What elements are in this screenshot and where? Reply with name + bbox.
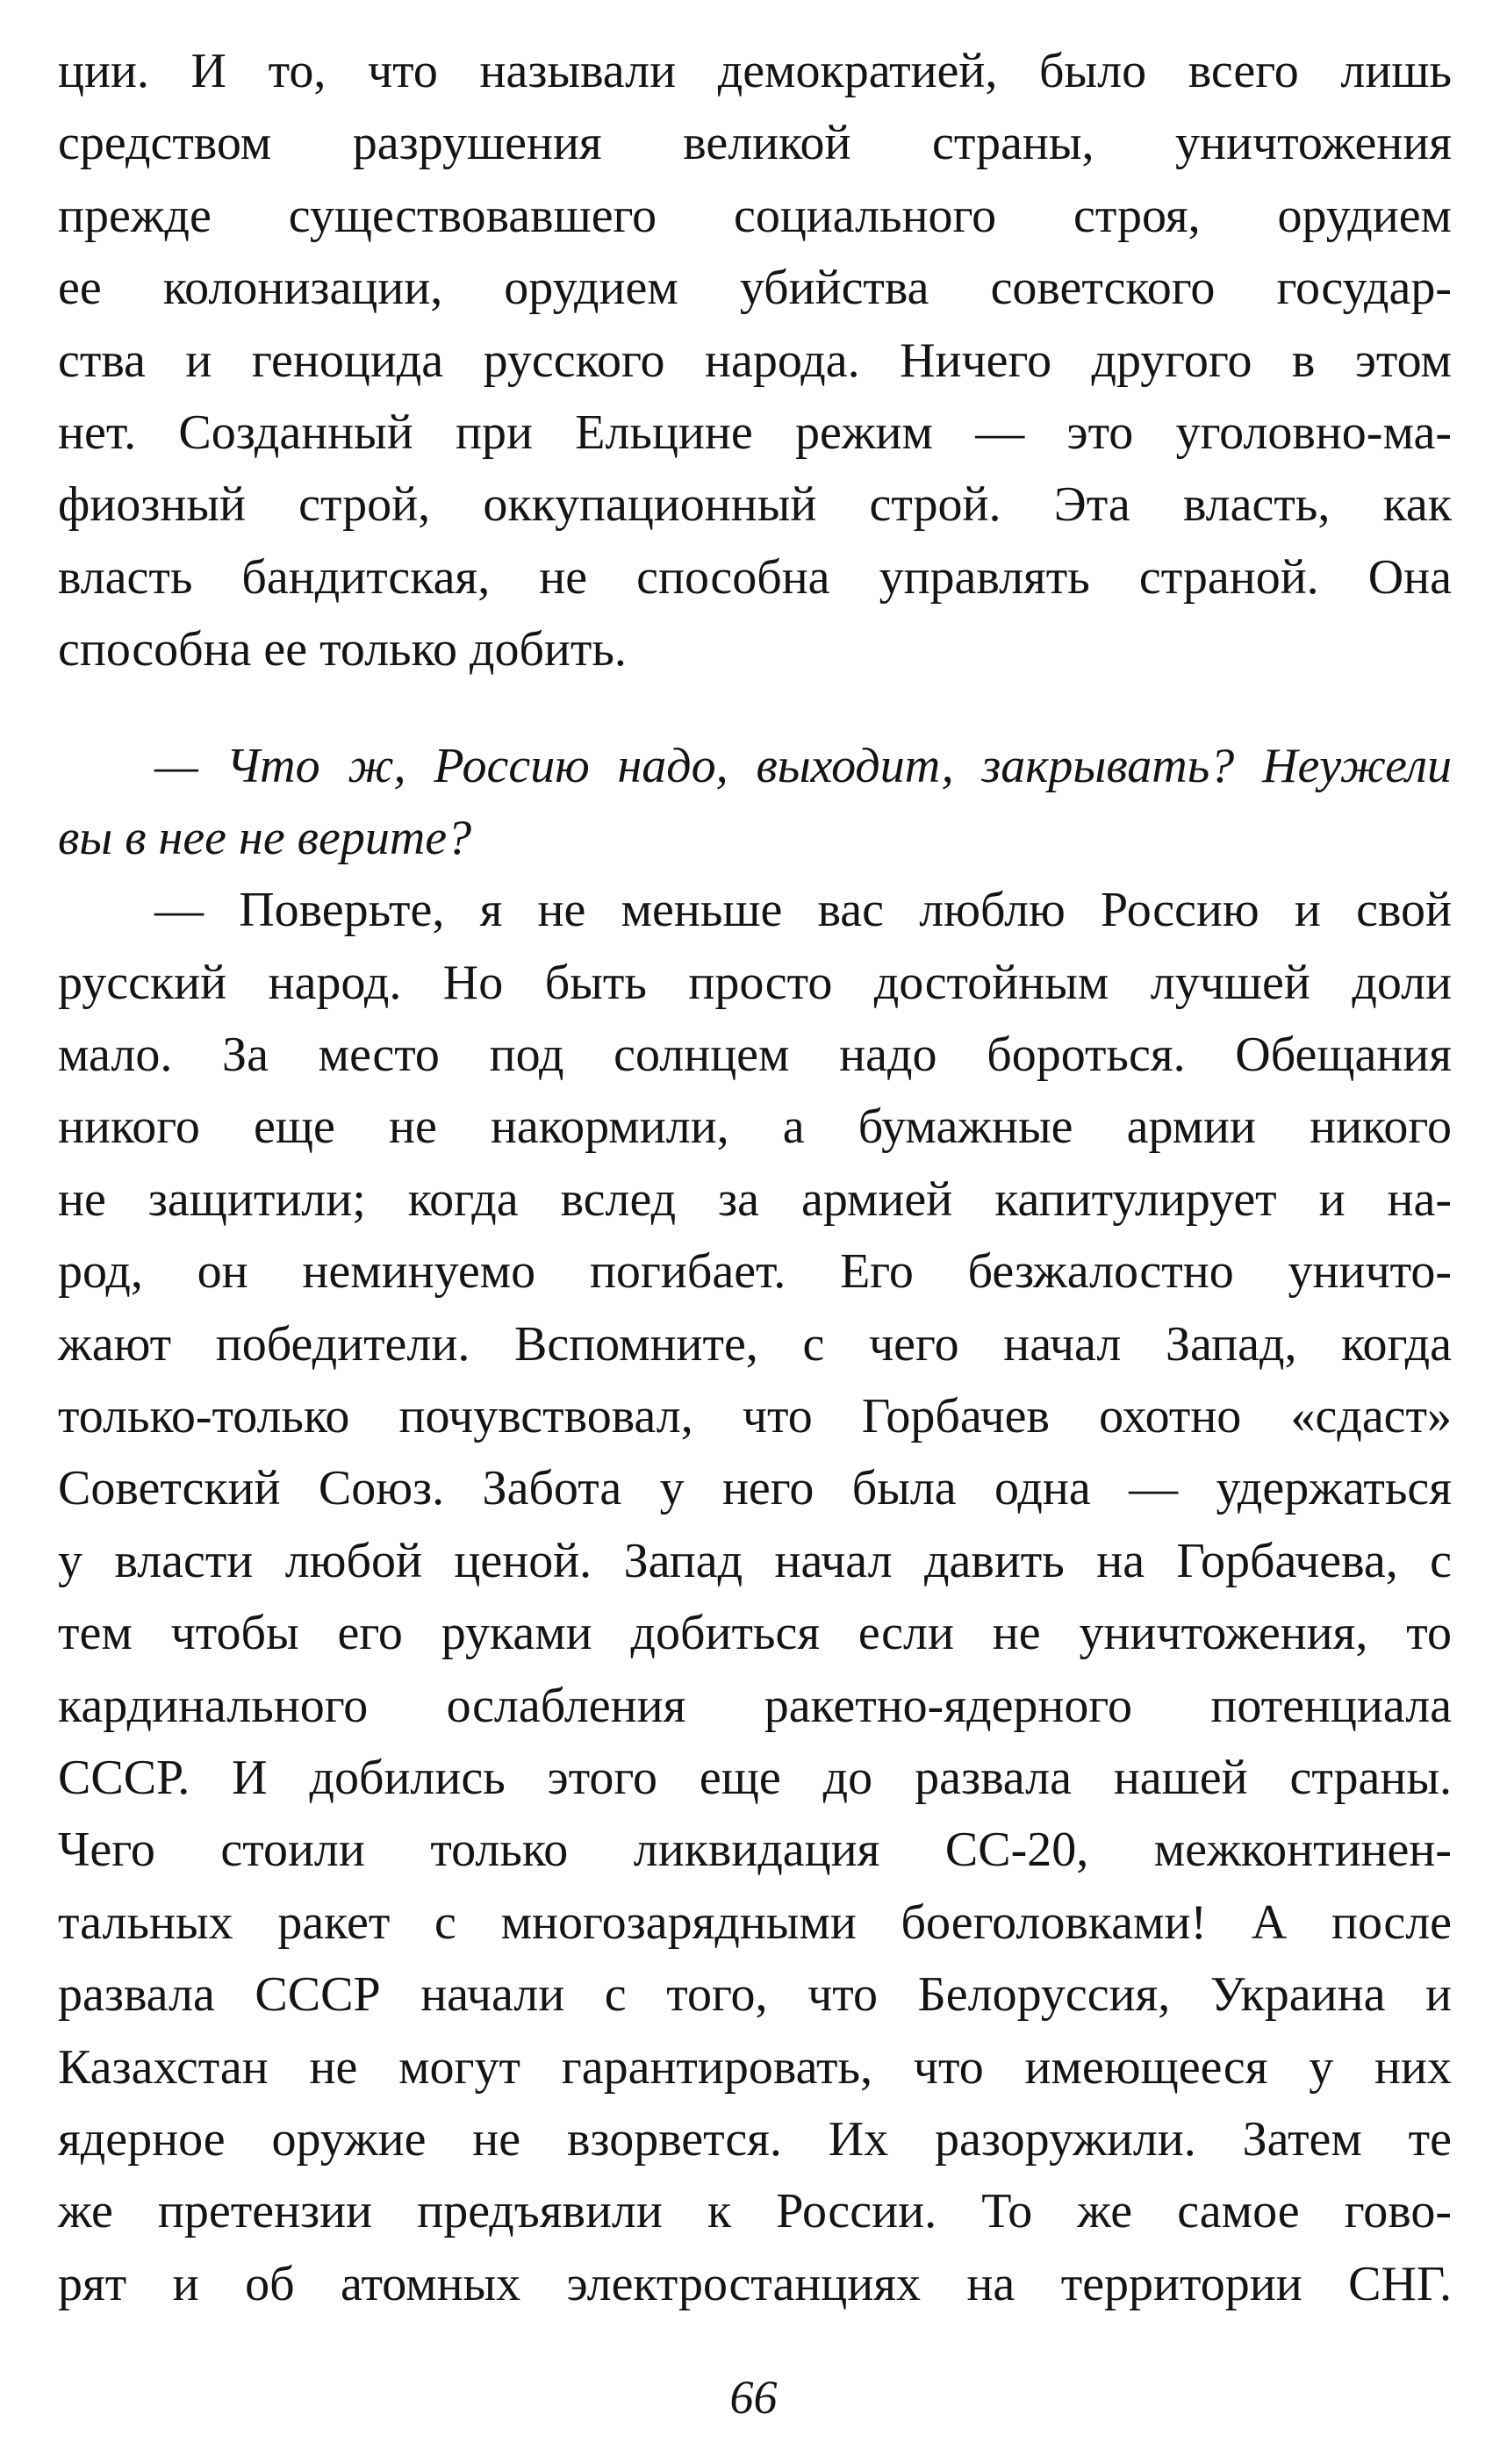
question-line: вы в нее не верите? [58,810,472,865]
text-line: Казахстан не могут гарантировать, что имеющееся у них [58,2039,1452,2095]
text-line: ства и геноцида русского народа. Ничего другого в этом [58,333,1452,388]
text-line: — Поверьте, я не меньше вас люблю Россию и свой [154,883,1452,938]
paragraph-2 [58,874,1452,2320]
text-line: тальных ракет с многозарядными боеголовками! А после [58,1895,1452,1950]
text-line: у власти любой ценой. Запад начал давить на Горбачева, с [58,1533,1452,1588]
text-line: ядерное оружие не взорвется. Их разоружили. Затем те [58,2111,1452,2167]
text-line: кардинального ослабления ракетно-ядерного потенциала [58,1678,1452,1733]
text-line: власть бандитская, не способна управлять страной. Она [58,549,1452,605]
text-line: не защитили; когда вслед за армией капитулирует и на- [58,1171,1452,1227]
text-line: ее колонизации, орудием убийства советского государ- [58,261,1452,316]
question-line: — Что ж, Россию надо, выходит, закрывать? Неужели [154,738,1452,793]
text-line: мало. За место под солнцем надо бороться. Обещания [58,1028,1452,1083]
text-line: средством разрушения великой страны, уничтожения [58,116,1452,171]
text-line: способна ее только добить. [58,622,627,677]
text-line: СССР. И добились этого еще до развала нашей страны. [58,1750,1452,1805]
paragraph-1 [58,35,1452,686]
paragraph-gap [58,686,1452,730]
text-line: русский народ. Но быть просто достойным лучшей доли [58,955,1452,1010]
text-line: род, он неминуемо погибает. Его безжалостно уничто- [58,1244,1452,1300]
text-line: развала СССР начали с того, что Белоруссия, Украина и [58,1967,1452,2023]
text-line: тем чтобы его руками добиться если не уничтожения, то [58,1606,1452,1661]
interviewer-question [58,730,1452,875]
text-line: же претензии предъявили к России. То же самое гово- [58,2184,1452,2239]
page-number: 66 [729,2371,778,2424]
text-line: прежде существовавшего социального строя, орудием [58,188,1452,243]
book-page [58,35,1452,2320]
text-line: только-только почувствовал, что Горбачев охотно «сдаст» [58,1389,1452,1444]
text-line: жают победители. Вспомните, с чего начал Запад, когда [58,1316,1452,1372]
text-line: Советский Союз. Забота у него была одна — удержаться [58,1461,1452,1516]
text-line: ции. И то, что называли демократией, было всего лишь [58,44,1452,98]
text-line: нет. Созданный при Ельцине режим — это уголовно-ма- [58,405,1452,460]
text-line: рят и об атомных электростанциях на территории СНГ. [58,2256,1452,2311]
text-line: Чего стоили только ликвидация СС-20, межконтинен- [58,1823,1452,1878]
text-line: фиозный строй, оккупационный строй. Эта власть, как [58,477,1452,533]
text-line: никого еще не накормили, а бумажные армии никого [58,1099,1452,1155]
